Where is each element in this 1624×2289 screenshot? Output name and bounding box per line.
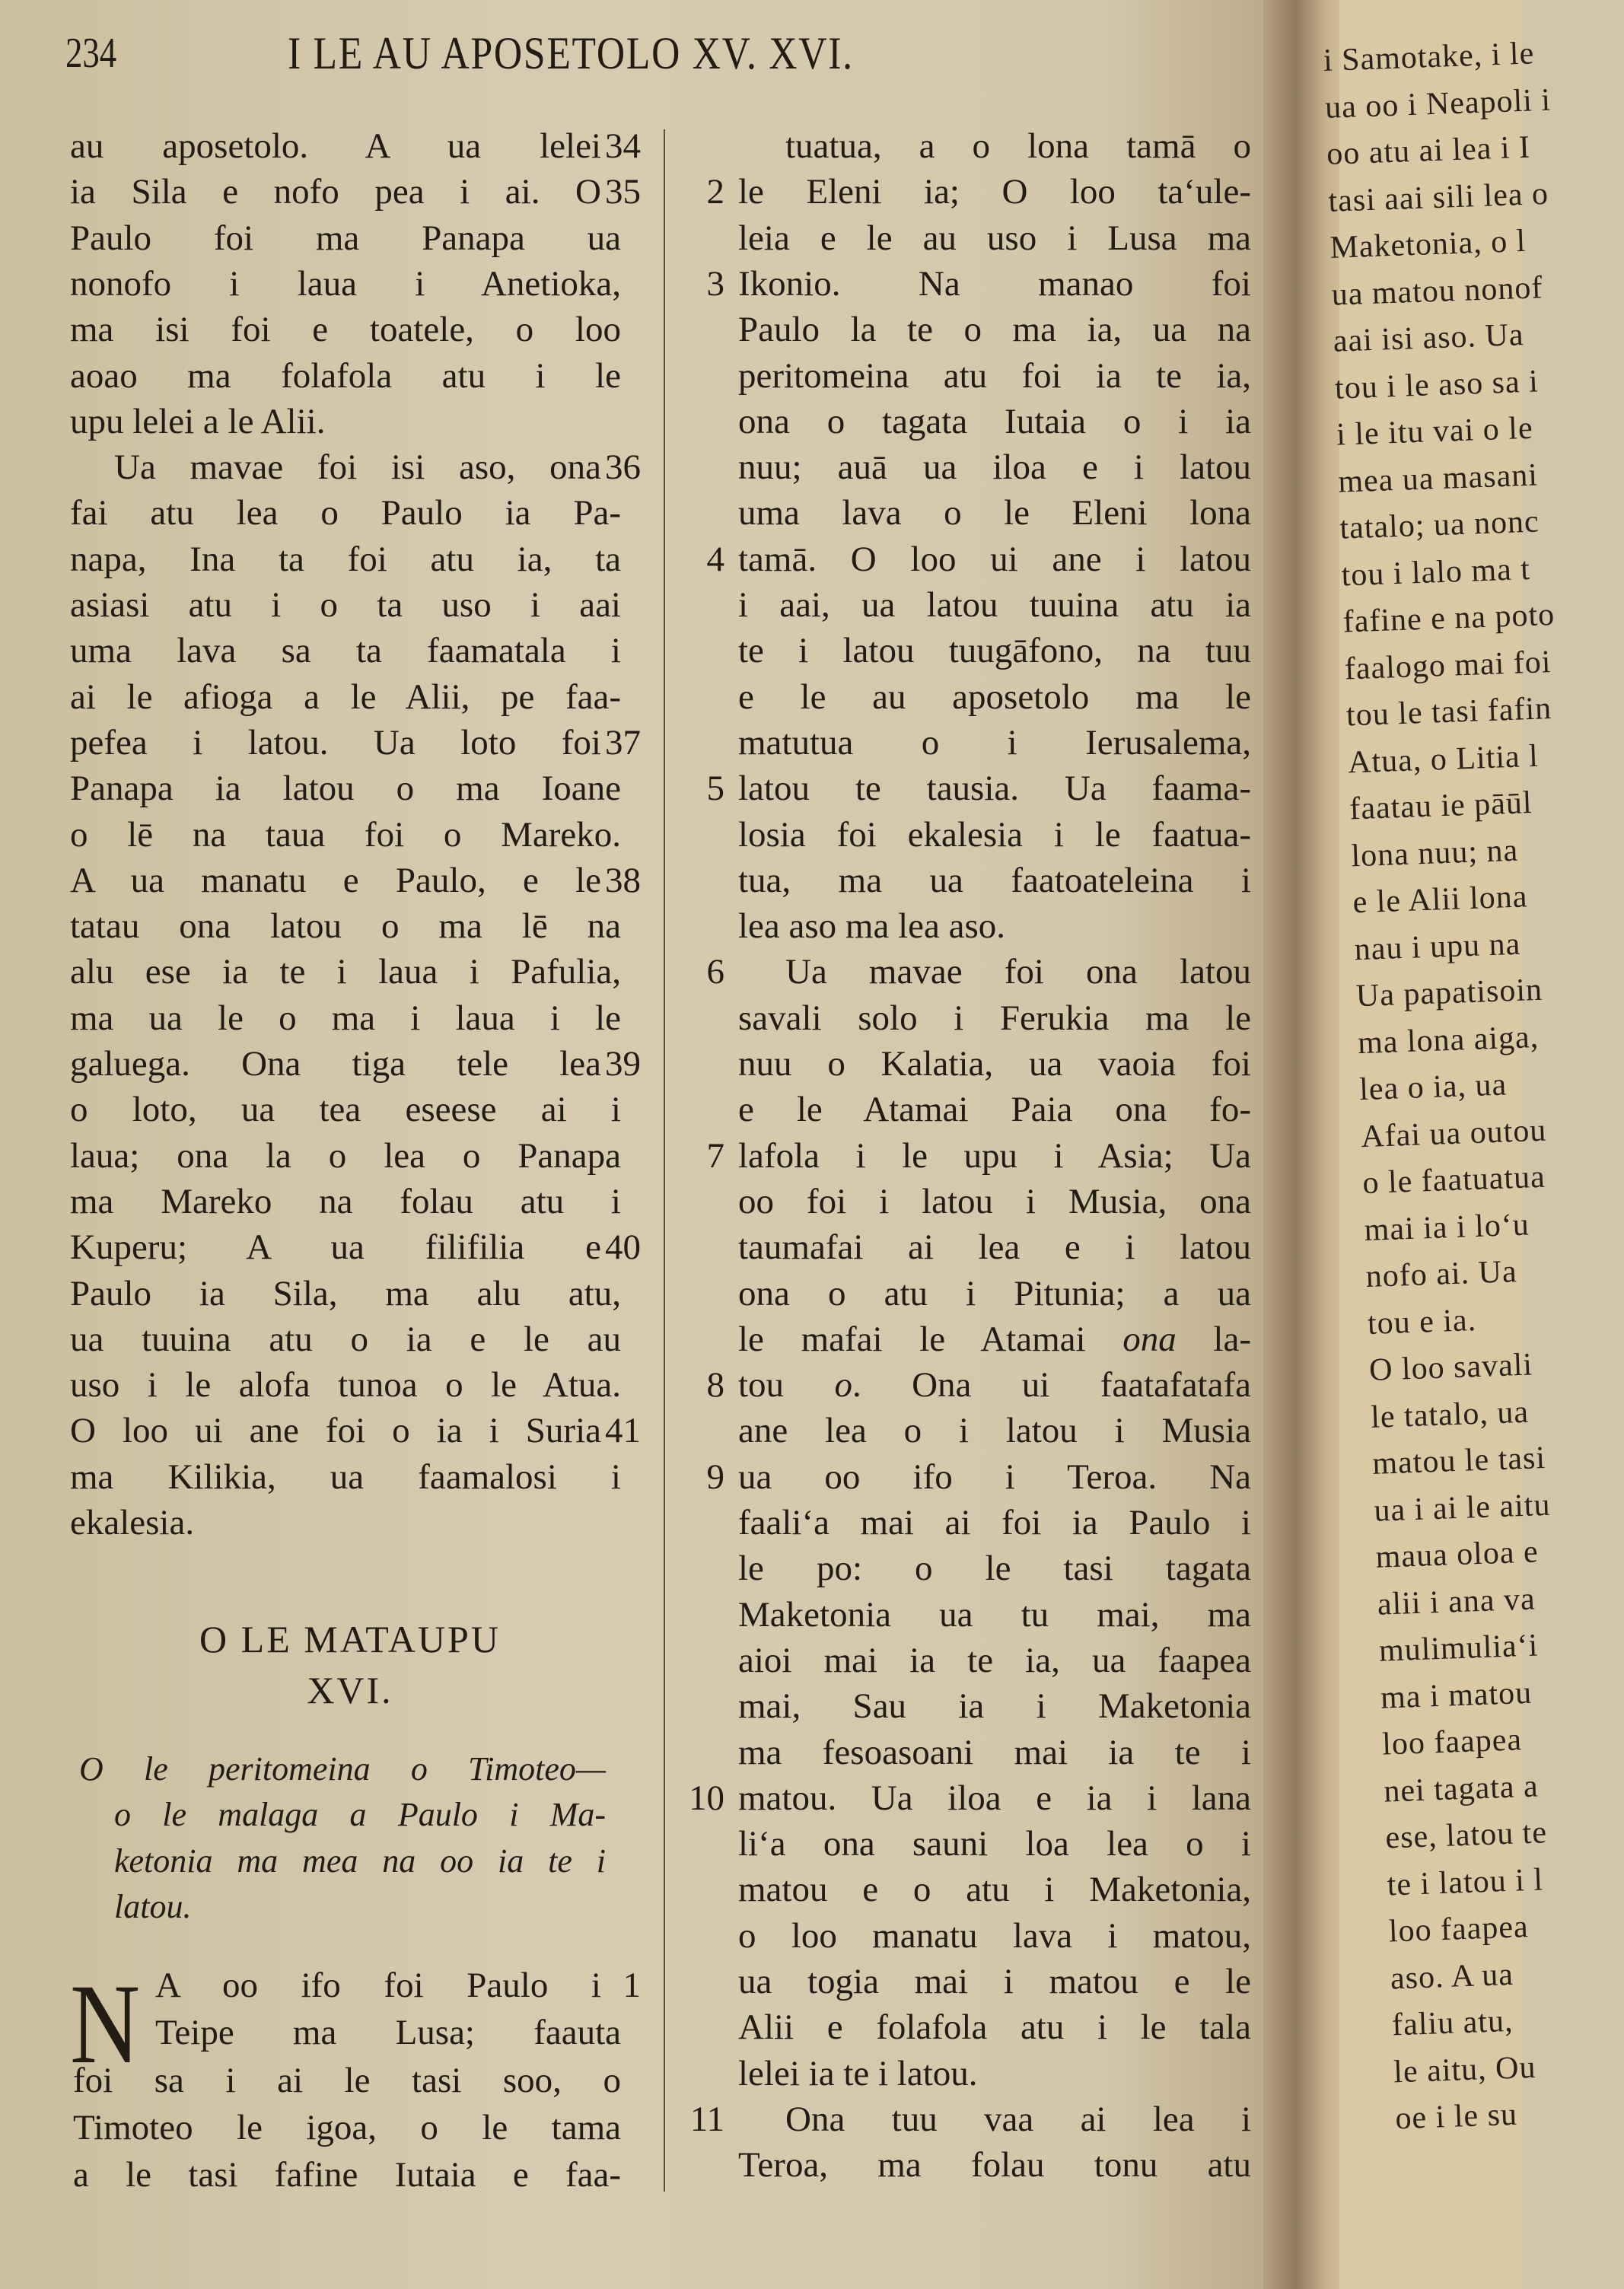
- facing-page-line: ua oo i Neapoli i: [1324, 82, 1552, 126]
- text-line: O loo ui ane foi o ia i Suria: [70, 1411, 601, 1451]
- facing-page-line: Ua papatisoin: [1355, 972, 1543, 1014]
- verse-number: 9: [706, 1456, 724, 1497]
- facing-page-line: Maketonia, o l: [1329, 223, 1527, 266]
- text-line: nonofo i laua i Anetioka,: [70, 263, 621, 304]
- facing-page-line: oe i le su: [1394, 2096, 1518, 2137]
- verse-number: 39: [605, 1044, 641, 1084]
- summary-line: O le peritomeina o Timoteo—: [79, 1750, 606, 1788]
- verse-number: 35: [605, 172, 641, 212]
- chapter-number: XVI.: [307, 1669, 393, 1711]
- text-line: foi sa i ai le tasi soo, o: [73, 2060, 621, 2100]
- text-line: ma Kilikia, ua faamalosi i: [70, 1456, 621, 1497]
- facing-page-line: tou e ia.: [1367, 1302, 1477, 1342]
- summary-line: latou.: [114, 1888, 192, 1925]
- text-line: ua togia mai i matou e le: [738, 1962, 1251, 2001]
- facing-page-line: alii i ana va: [1377, 1581, 1536, 1622]
- verse-number: 10: [689, 1778, 724, 1818]
- column-divider: [664, 129, 665, 2192]
- facing-page-line: fafine e na poto: [1342, 597, 1556, 640]
- text-line: Ikonio. Na manao foi: [738, 263, 1251, 304]
- facing-page-line: lea o ia, ua: [1358, 1067, 1508, 1108]
- text-line: matou. Ua iloa e ia i lana: [738, 1778, 1251, 1818]
- facing-page-line: te i latou i l: [1386, 1861, 1544, 1903]
- verse-number: 7: [706, 1135, 724, 1176]
- text-line: lelei ia te i latou.: [738, 2053, 978, 2093]
- page-number: 234: [65, 30, 117, 77]
- text-line: i aai, ua latou tuuina atu ia: [738, 585, 1251, 625]
- text-line: savali solo i Ferukia ma le: [738, 998, 1251, 1038]
- facing-page-line: le aitu, Ou: [1393, 2049, 1537, 2090]
- italic-word: o: [834, 1365, 852, 1406]
- facing-page-line: Afai ua outou: [1360, 1113, 1548, 1154]
- text-line: leia e le au uso i Lusa ma: [738, 218, 1251, 258]
- facing-page-line: tou le tasi fafin: [1345, 691, 1552, 734]
- text-line: Teipe ma Lusa; faauta: [155, 2013, 621, 2053]
- text-line: taumafai ai lea e i latou: [738, 1227, 1251, 1268]
- facing-page-line: ese, latou te: [1384, 1815, 1548, 1856]
- text-line: Paulo ia Sila, ma alu atu,: [70, 1273, 621, 1313]
- facing-page-line: faalogo mai foi: [1344, 644, 1552, 686]
- verse-number: 8: [706, 1365, 724, 1406]
- facing-page-line: maua oloa e: [1374, 1534, 1540, 1575]
- text-line: losia foi ekalesia i le faatua-: [738, 814, 1251, 855]
- line-text: la-: [1176, 1319, 1251, 1359]
- facing-page-line: nei tagata a: [1383, 1768, 1540, 1810]
- facing-page-line: loo faapea: [1388, 1909, 1530, 1950]
- text-line: [738, 1362, 1251, 1408]
- text-line: nuu o Kalatia, ua vaoia foi: [738, 1044, 1251, 1084]
- text-line: ane lea o i latou i Musia: [738, 1411, 1251, 1451]
- facing-page-line: tasi aai sili lea o: [1327, 176, 1549, 219]
- text-line: tatau ona latou o ma lē na: [70, 906, 621, 947]
- running-title: I LE AU APOSETOLO XV. XVI.: [288, 28, 854, 78]
- facing-page-line: aso. A ua: [1390, 1956, 1514, 1996]
- facing-page-line: nofo ai. Ua: [1365, 1254, 1518, 1294]
- text-line: o lē na taua foi o Mareko.: [70, 814, 621, 855]
- verse-number: 3: [706, 263, 724, 304]
- facing-page-line: e le Alii lona: [1352, 879, 1529, 921]
- line-text: le mafai le Atamai: [738, 1319, 1123, 1359]
- text-line: matou e o atu i Maketonia,: [738, 1870, 1251, 1910]
- text-line: ona o atu i Pitunia; a ua: [738, 1273, 1251, 1313]
- facing-page-line: ua matou nonof: [1330, 269, 1544, 313]
- verse-number: 11: [689, 2099, 724, 2139]
- text-line: e le Atamai Paia ona fo-: [738, 1090, 1251, 1130]
- verse-number: 41: [605, 1411, 641, 1451]
- text-line: latou te tausia. Ua faama-: [738, 769, 1251, 809]
- text-line: te i latou tuugāfono, na tuu: [738, 631, 1251, 671]
- facing-page-line: tou i le aso sa i: [1334, 363, 1540, 406]
- text-line: Teroa, ma folau tonu atu: [738, 2145, 1251, 2186]
- text-line: oo foi i latou i Musia, ona: [738, 1181, 1251, 1221]
- drop-cap: N: [70, 1961, 141, 2087]
- chapter-heading: O LE MATAUPU: [199, 1618, 501, 1660]
- text-line: A oo ifo foi Paulo i: [155, 1966, 601, 2005]
- facing-page-line: ma i matou: [1380, 1675, 1533, 1716]
- text-line: napa, Ina ta foi atu ia, ta: [70, 539, 621, 579]
- text-line: Ua mavae foi isi aso, ona: [114, 447, 601, 488]
- text-line: Ona tuu vaa ai lea i: [785, 2099, 1251, 2139]
- facing-page-line: o le faatuatua: [1361, 1159, 1546, 1202]
- text-line: uma lava o le Eleni lona: [738, 493, 1251, 533]
- text-line: ekalesia.: [70, 1503, 195, 1542]
- text-line: Alii e folafola atu i le tala: [738, 2007, 1251, 2048]
- text-line: ma ua le o ma i laua i le: [70, 998, 621, 1038]
- verse-number: 38: [605, 860, 641, 900]
- verse-number: 4: [706, 539, 724, 579]
- text-line: upu lelei a le Alii.: [70, 401, 326, 441]
- line-text: tou: [738, 1365, 835, 1406]
- text-line: Kuperu; A ua filifilia e: [70, 1227, 601, 1268]
- text-line: ona o tagata Iutaia o i ia: [738, 401, 1251, 441]
- text-line: lafola i le upu i Asia; Ua: [738, 1135, 1251, 1176]
- text-line: Ua mavae foi ona latou: [785, 952, 1251, 992]
- facing-page-line: mea ua masani: [1337, 457, 1539, 500]
- verse-number: 5: [706, 769, 724, 809]
- facing-page-line: le tatalo, ua: [1370, 1394, 1530, 1435]
- text-line: mai, Sau ia i Maketonia: [738, 1686, 1251, 1727]
- text-line: li‘a ona sauni loa lea o i: [738, 1824, 1251, 1864]
- text-line: Panapa ia latou o ma Ioane: [70, 769, 621, 809]
- facing-page-line: i le itu vai o le: [1336, 410, 1534, 453]
- facing-page-line: tatalo; ua nonc: [1339, 504, 1540, 546]
- text-line: lea aso ma lea aso.: [738, 906, 1006, 947]
- facing-page-line: tou i lalo ma t: [1340, 551, 1531, 594]
- facing-page-line: mai ia i lo‘u: [1363, 1206, 1530, 1248]
- text-line: asiasi atu i o ta uso i aai: [70, 585, 621, 625]
- verse-number: 37: [605, 722, 641, 762]
- text-line: ua oo ifo i Teroa. Na: [738, 1456, 1251, 1497]
- text-line: faali‘a mai ai foi ia Paulo i: [738, 1503, 1251, 1542]
- italic-word: ona: [1122, 1319, 1177, 1359]
- verse-number: 36: [605, 447, 641, 488]
- verse-number: 6: [706, 952, 724, 992]
- text-line: le po: o le tasi tagata: [738, 1549, 1251, 1589]
- verse-number: 2: [706, 172, 724, 212]
- text-line: tamā. O loo ui ane i latou: [738, 539, 1251, 579]
- text-line: Maketonia ua tu mai, ma: [738, 1594, 1251, 1635]
- line-text: . Ona ui faatafatafa: [852, 1365, 1251, 1406]
- text-line: au aposetolo. A ua lelei: [70, 126, 601, 166]
- facing-page-line: mulimulia‘i: [1378, 1628, 1540, 1669]
- verse-number: 40: [605, 1227, 641, 1268]
- text-line: fai atu lea o Paulo ia Pa-: [70, 493, 621, 533]
- facing-page-line: ma lona aiga,: [1357, 1019, 1540, 1061]
- text-line: tuatua, a o lona tamā o: [785, 126, 1251, 166]
- facing-page-line: i Samotake, i le: [1323, 36, 1535, 78]
- text-line: Paulo la te o ma ia, ua na: [738, 310, 1251, 350]
- text-line: ma Mareko na folau atu i: [70, 1181, 621, 1221]
- text-line: nuu; auā ua iloa e i latou: [738, 447, 1251, 488]
- verse-number: 34: [605, 126, 641, 166]
- text-line: Paulo foi ma Panapa ua: [70, 218, 621, 258]
- facing-page-line: Atua, o Litia l: [1347, 738, 1540, 780]
- facing-page-line: aai isi aso. Ua: [1333, 317, 1525, 359]
- facing-page-line: oo atu ai lea i I: [1326, 129, 1531, 172]
- text-line: [738, 1316, 1251, 1362]
- text-line: aioi mai ia te ia, ua faapea: [738, 1640, 1251, 1680]
- facing-page-line: faliu atu,: [1391, 2003, 1514, 2043]
- facing-page-line: faatau ie pāūl: [1349, 785, 1533, 827]
- text-line: matutua o i Ierusalema,: [738, 722, 1251, 762]
- text-line: e le au aposetolo ma le: [738, 677, 1251, 717]
- text-line: galuega. Ona tiga tele lea: [70, 1044, 601, 1084]
- text-line: a le tasi fafine Iutaia e faa-: [73, 2155, 621, 2195]
- text-line: uso i le alofa tunoa o le Atua.: [70, 1365, 621, 1406]
- text-line: peritomeina atu foi ia te ia,: [738, 355, 1251, 396]
- summary-line: ketonia ma mea na oo ia te i: [114, 1842, 606, 1880]
- text-line: le Eleni ia; O loo ta‘ule-: [738, 172, 1251, 212]
- text-line: uma lava sa ta faamatala i: [70, 631, 621, 671]
- text-line: A ua manatu e Paulo, e le: [70, 860, 601, 900]
- text-line: ua tuuina atu o ia e le au: [70, 1319, 621, 1359]
- facing-page-line: O loo savali: [1368, 1347, 1533, 1388]
- verse-number: 1: [623, 1966, 641, 2005]
- facing-page-line: ua i ai le aitu: [1373, 1487, 1552, 1529]
- text-line: laua; ona la o lea o Panapa: [70, 1135, 621, 1176]
- text-line: o loo manatu lava i matou,: [738, 1915, 1251, 1956]
- text-line: tua, ma ua faatoateleina i: [738, 860, 1251, 900]
- text-line: ai le afioga a le Alii, pe faa-: [70, 677, 621, 717]
- text-line: Timoteo le igoa, o le tama: [73, 2107, 621, 2147]
- text-line: aoao ma folafola atu i le: [70, 355, 621, 396]
- facing-page-line: nau i upu na: [1354, 926, 1521, 967]
- facing-page-line: loo faapea: [1381, 1722, 1523, 1762]
- text-line: ma isi foi e toatele, o loo: [70, 310, 621, 350]
- text-line: alu ese ia te i laua i Pafulia,: [70, 952, 621, 992]
- facing-page-line: matou le tasi: [1371, 1440, 1546, 1482]
- facing-page-line: lona nuu; na: [1350, 833, 1519, 874]
- text-line: o loto, ua tea eseese ai i: [70, 1090, 621, 1130]
- text-line: ma fesoasoani mai ia te i: [738, 1732, 1251, 1772]
- text-line: pefea i latou. Ua loto foi: [70, 722, 601, 762]
- summary-line: o le malaga a Paulo i Ma-: [114, 1796, 606, 1833]
- text-line: ia Sila e nofo pea i ai. O: [70, 172, 601, 212]
